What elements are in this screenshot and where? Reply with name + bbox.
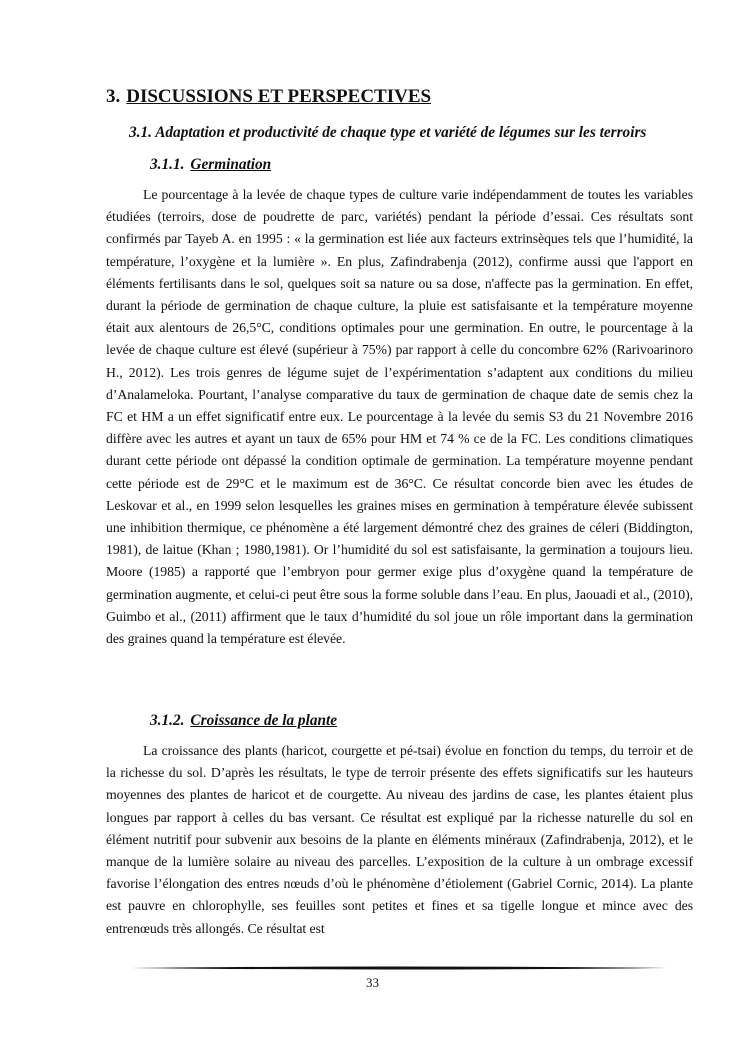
section-title: DISCUSSIONS ET PERSPECTIVES bbox=[126, 86, 432, 107]
paragraph-croissance: La croissance des plants (haricot, courgette et pé-tsai) évolue en fonction du temps, du terroir et de la richesse du sol. D’après les résultats, le type de terroir présente des effets significatifs sur les hauteurs moyennes des plantes de haricot et de courgette. Au niveau des jardins de case, les plantes étaient plus longues par rapport à celles du bas versant. Ce résultat est expliqué par la richesse naturelle du sol en élément nutritif pour subvenir aux besoins de la plante en éléments minéraux (Zafindrabenja, 2012), et le manque de la lumière solaire au niveau des parcelles. L’exposition de la culture à un ombrage excessif favorise l’élongation des entres nœuds d’où le phénomène d’étiolement (Gabriel Cornic, 2014). La plante est pauvre en chlorophylle, ses feuilles sont petites et fines et sa tigelle longue et mince avec des entrenœuds très allongés. Ce résultat est bbox=[106, 743, 693, 936]
paragraph-germination: Le pourcentage à la levée de chaque types de culture varie indépendamment de toutes les variables étudiées (terroirs, dose de poudrette de parc, variétés) pendant la période d’essai. Ces résultats sont confirmés par Tayeb A. en 1995 : « la germination est liée aux facteurs extrinsèques tels que l’humidité, la température, l’oxygène et la lumière ». En plus, Zafindrabenja (2012), confirme aussi que l'apport en éléments fertilisants dans le sol, quelques soit sa nature ou sa dose, n'affecte pas la germination. En effet, durant la période de germination de chaque culture, la pluie est satisfaisante et la température moyenne était aux alentours de 26,5°C, conditions optimales pour une germination. En outre, le pourcentage à la levée de chaque culture est élevé (supérieur à 75%) par rapport à celle du concombre 62% (Rarivoarinoro H., 2012). Les trois genres de légume sujet de l’expérimentation s’adaptent aux conditions du milieu d’Analameloka. Pourtant, l’analyse comparative du taux de germination de chaque date de semis chez la FC et HM a un effet significatif entre eux. Le pourcentage à la levée du semis S3 du 21 Novembre 2016 diffère avec les autres et ayant un taux de 65% pour HM et 74 % ce de la FC. Les conditions climatiques durant cette période ont dépassé la condition optimale de germination. La température moyenne pendant cette période est de 29°C et le maximum est de 36°C. Ce résultat concorde bien avec les études de Leskovar et al., en 1999 selon lesquelles les graines mises en germination à température élevée subissent une inhibition thermique, ce phénomène a été largement démontré chez des graines de céleri (Biddington, 1981), de laitue (Khan ; 1980,1981). Or l’humidité du sol est satisfaisante, la germination a toujours lieu. Moore (1985) a rapporté que l’embryon pour germer exige plus d’oxygène quand la température de germination augmente, et celui-ci peut être sous la forme soluble dans l’eau. En plus, Jaouadi et al., (2010), Guimbo et al., (2011) affirment que le taux d’humidité du sol joue un rôle important dans la germination des graines quand la température est élevée. bbox=[106, 187, 693, 647]
subsubsection-number: 3.1.1. bbox=[150, 156, 185, 173]
subsubsection-heading-croissance bbox=[150, 712, 337, 730]
section-number: 3. bbox=[106, 86, 121, 107]
subsubsection-title: Germination bbox=[190, 156, 272, 173]
page-number: 33 bbox=[366, 975, 379, 990]
subsubsection-number: 3.1.2. bbox=[150, 712, 185, 729]
subsubsection-title: Croissance de la plante bbox=[190, 712, 338, 729]
subsubsection-heading-germination bbox=[150, 156, 271, 174]
footer-divider bbox=[131, 966, 667, 970]
subsection-heading: 3.1. Adaptation et productivité de chaque type et variété de légumes sur les terroirs bbox=[129, 124, 647, 141]
section-heading bbox=[106, 86, 431, 108]
